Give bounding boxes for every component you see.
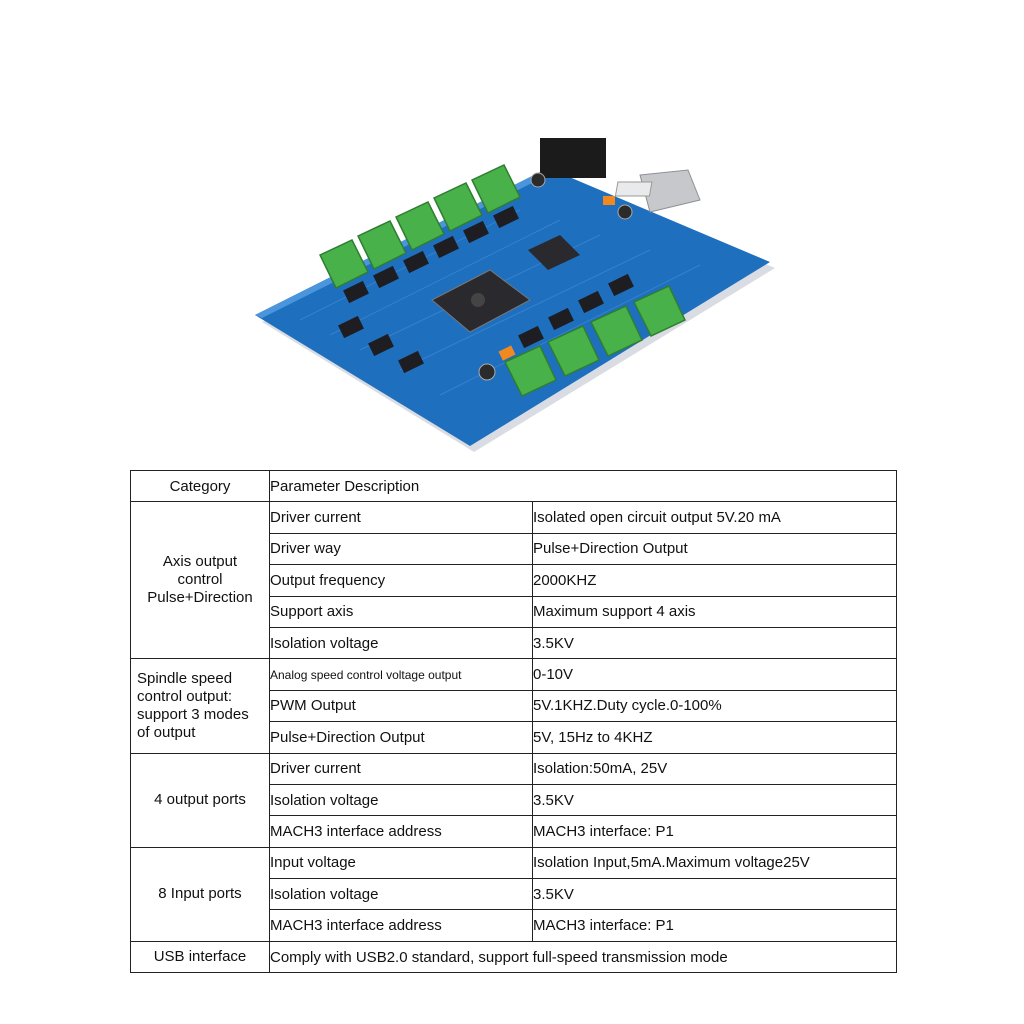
table-header-row	[131, 471, 897, 502]
product-photo-cnc-controller-board	[0, 0, 1024, 460]
category-spindle-speed: Spindle speed control output: support 3 modes of output	[131, 659, 270, 753]
value-cell: MACH3 interface: P1	[533, 816, 897, 847]
category-usb-interface: USB interface	[131, 941, 270, 972]
param-cell: Driver way	[270, 533, 533, 564]
param-cell: PWM Output	[270, 690, 533, 721]
param-cell: Isolation voltage	[270, 627, 533, 658]
param-cell: Pulse+Direction Output	[270, 722, 533, 753]
table-row	[131, 753, 897, 784]
param-cell: MACH3 interface address	[270, 816, 533, 847]
value-cell: MACH3 interface: P1	[533, 910, 897, 941]
param-cell: MACH3 interface address	[270, 910, 533, 941]
param-cell: Isolation voltage	[270, 784, 533, 815]
value-cell: 2000KHZ	[533, 565, 897, 596]
value-cell: Isolation Input,5mA.Maximum voltage25V	[533, 847, 897, 878]
param-cell: Output frequency	[270, 565, 533, 596]
specification-table	[130, 470, 897, 973]
black-header-connector	[540, 138, 606, 178]
table-row-usb	[131, 941, 897, 972]
value-cell: 3.5KV	[533, 627, 897, 658]
value-cell: 5V.1KHZ.Duty cycle.0-100%	[533, 690, 897, 721]
table-row	[131, 847, 897, 878]
table-row	[131, 502, 897, 533]
category-output-ports: 4 output ports	[131, 753, 270, 847]
table-row	[131, 659, 897, 690]
value-cell: Isolated open circuit output 5V.20 mA	[533, 502, 897, 533]
value-cell: 3.5KV	[533, 879, 897, 910]
param-cell: Input voltage	[270, 847, 533, 878]
param-cell: Driver current	[270, 502, 533, 533]
value-cell: Pulse+Direction Output	[533, 533, 897, 564]
category-input-ports: 8 Input ports	[131, 847, 270, 941]
value-cell: Maximum support 4 axis	[533, 596, 897, 627]
param-cell: Analog speed control voltage output	[270, 659, 533, 690]
value-cell: 3.5KV	[533, 784, 897, 815]
value-cell: 0-10V	[533, 659, 897, 690]
usb-description: Comply with USB2.0 standard, support full-speed transmission mode	[270, 941, 897, 972]
value-cell: Isolation:50mA, 25V	[533, 753, 897, 784]
header-parameter-description: Parameter Description	[270, 471, 897, 502]
param-cell: Driver current	[270, 753, 533, 784]
param-cell: Support axis	[270, 596, 533, 627]
category-axis-output: Axis output control Pulse+Direction	[131, 502, 270, 659]
header-category: Category	[131, 471, 270, 502]
param-cell: Isolation voltage	[270, 879, 533, 910]
value-cell: 5V, 15Hz to 4KHZ	[533, 722, 897, 753]
